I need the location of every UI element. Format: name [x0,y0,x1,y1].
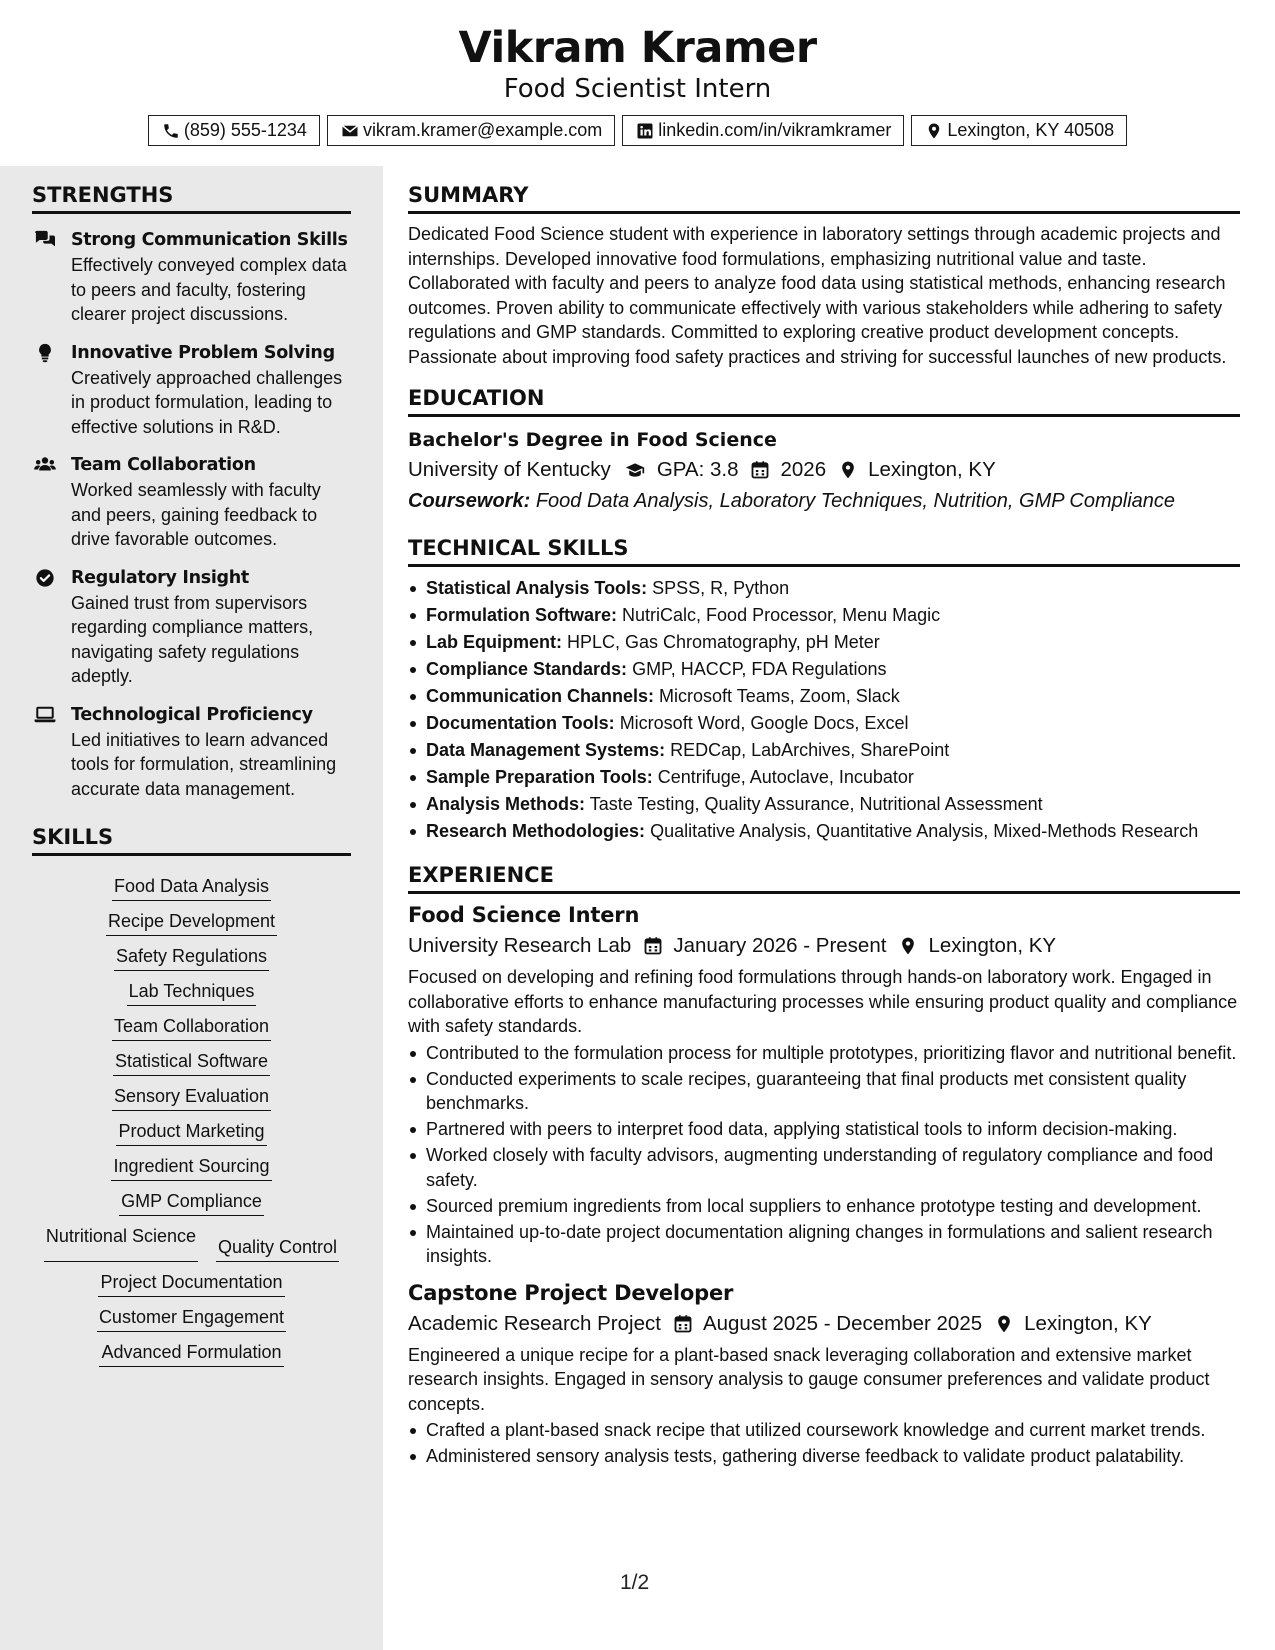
job-org: Academic Research Project [408,1311,661,1335]
strength-item [32,341,351,440]
laptop-icon [34,705,56,725]
skill-tag: Statistical Software [113,1049,270,1076]
job-bullet: Crafted a plant-based snack recipe that utilized coursework knowledge and current market trends. [408,1418,1240,1443]
job-bullet: Contributed to the formulation process for multiple prototypes, prioritizing flavor and nutritional benefit. [408,1041,1240,1066]
strength-name: Innovative Problem Solving [71,342,335,363]
job-bullet: Sourced premium ingredients from local suppliers to enhance prototype testing and development. [408,1194,1240,1219]
contact-linkedin-text: linkedin.com/in/vikramkramer [658,120,892,140]
strength-desc: Creatively approached challenges in product formulation, leading to effective solutions in R&D. [71,367,343,437]
job-bullets [408,1041,1240,1269]
job-dates: January 2026 - Present [673,934,887,957]
education-year: 2026 [780,458,827,481]
skill-tag: Safety Regulations [114,944,269,971]
job-bullet: Worked closely with faculty advisors, augmenting understanding of regulatory compliance and food safety. [408,1143,1240,1192]
job-meta [408,931,1240,961]
technical-skill-item: Data Management Systems: REDCap, LabArchives, SharePoint [408,737,1240,764]
job-bullet: Conducted experiments to scale recipes, guaranteeing that final products met consistent quality benchmarks. [408,1067,1240,1116]
strength-desc: Gained trust from supervisors regarding compliance matters, navigating safety regulations adeptly. [71,592,314,686]
strength-name: Technological Proficiency [71,704,313,725]
sidebar [0,166,383,1650]
job-location: Lexington, KY [1024,1311,1152,1335]
job-bullet: Administered sensory analysis tests, gathering diverse feedback to validate product palatability. [408,1444,1240,1469]
page-number: 1/2 [620,1571,650,1594]
contact-location-text: Lexington, KY 40508 [947,120,1115,140]
strength-name: Strong Communication Skills [71,230,348,250]
technical-skills-list [408,575,1240,845]
users-icon [34,455,56,475]
lightbulb-icon [34,343,56,363]
job-entry [408,1279,1240,1469]
job-bullets [408,1418,1240,1469]
job-dates: August 2025 - December 2025 [702,1311,983,1335]
envelope-icon [340,121,360,141]
skills-list [32,866,351,1367]
check-circle-icon [34,568,56,588]
skill-tag: Nutritional Science [44,1224,198,1262]
skill-tag: Sensory Evaluation [112,1084,271,1111]
contact-bar [0,115,1275,146]
education-degree: Bachelor's Degree in Food Science [408,429,777,451]
job-bullet: Partnered with peers to interpret food data, applying statistical tools to inform decision-making. [408,1117,1240,1142]
education-gpa: GPA: 3.8 [656,458,739,481]
map-pin-icon [924,121,944,141]
strength-name: Team Collaboration [71,455,256,475]
contact-email[interactable] [327,115,615,146]
map-pin-icon [994,1314,1014,1334]
technical-skill-item: Sample Preparation Tools: Centrifuge, Autoclave, Incubator [408,764,1240,791]
linkedin-icon [635,121,655,141]
skill-tag: Project Documentation [98,1270,284,1297]
contact-phone[interactable] [148,115,320,146]
job-bullet: Maintained up-to-date project documentation aligning changes in formulations and salient research insights. [408,1220,1240,1269]
map-pin-icon [838,460,858,480]
skill-tag: Food Data Analysis [112,874,271,901]
job-meta [408,1309,1240,1339]
technical-skill-item: Documentation Tools: Microsoft Word, Google Docs, Excel [408,710,1240,737]
skill-tag: Customer Engagement [97,1305,286,1332]
education-location: Lexington, KY [868,458,996,481]
map-pin-icon [898,936,918,956]
strength-desc: Worked seamlessly with faculty and peers, gaining feedback to drive favorable outcomes. [71,480,321,549]
resume-header [0,0,1275,166]
skill-tag: Ingredient Sourcing [111,1154,271,1181]
skill-tag: Product Marketing [116,1119,266,1146]
experience-heading: EXPERIENCE [408,863,1240,894]
contact-phone-text: (859) 555-1234 [183,120,307,140]
strength-item [32,453,351,552]
main-content [408,166,1240,1470]
graduation-cap-icon [623,460,647,480]
contact-email-text: vikram.kramer@example.com [362,120,603,140]
skill-tag: Recipe Development [106,909,277,936]
strength-item [32,566,351,689]
technical-skill-item: Analysis Methods: Taste Testing, Quality Assurance, Nutritional Assessment [408,791,1240,818]
technical-skill-item: Research Methodologies: Qualitative Analysis, Quantitative Analysis, Mixed-Methods Research [408,818,1240,845]
job-description: Focused on developing and refining food formulations through hands-on laboratory work. Engaged in collaborative efforts to enhance manufacturing processes while ensuring product quality and compliance with safety standards. [408,967,1238,1036]
technical-skill-item: Compliance Standards: GMP, HACCP, FDA Regulations [408,656,1240,683]
job-title: Capstone Project Developer [408,1280,734,1305]
phone-icon [161,121,181,141]
contact-linkedin[interactable] [622,115,904,146]
summary-heading: SUMMARY [408,183,1240,214]
strength-item [32,228,351,327]
job-title: Food Science Intern [408,903,640,927]
education-meta [408,455,1240,485]
strength-name: Regulatory Insight [71,567,249,588]
job-org: University Research Lab [408,934,632,957]
technical-skills-heading: TECHNICAL SKILLS [408,536,1240,567]
technical-skill-item: Statistical Analysis Tools: SPSS, R, Python [408,575,1240,602]
skill-tag: Team Collaboration [112,1014,271,1041]
comments-icon [34,230,56,250]
skills-heading: SKILLS [32,825,351,856]
strength-item [32,703,351,802]
summary-text: Dedicated Food Science student with experience in laboratory settings through academic projects and internships. Developed innovative food formulations, emphasizing nutritional value and taste. Collaborated with faculty and peers to analyze food data using statistical methods, enhancing research outcomes. Proven ability to communicate effectively with various stakeholders while adhering to safety regulations and GMP standards. Committed to exploring creative product development concepts. Passionate about improving food safety practices and striving for successful launches of new products. [408,224,1227,367]
candidate-name: Vikram Kramer [458,23,817,73]
job-entry [408,901,1240,1269]
technical-skill-item: Lab Equipment: HPLC, Gas Chromatography, pH Meter [408,629,1240,656]
technical-skill-item: Communication Channels: Microsoft Teams, Zoom, Slack [408,683,1240,710]
coursework-label: Coursework: [408,490,531,512]
calendar-icon [643,936,663,956]
skill-tag: Quality Control [216,1235,339,1262]
contact-location[interactable] [911,115,1127,146]
education-heading: EDUCATION [408,386,1240,417]
strengths-heading: STRENGTHS [32,183,351,214]
coursework-list: Food Data Analysis, Laboratory Techniques, Nutrition, GMP Compliance [535,490,1176,512]
skill-tag: Lab Techniques [127,979,257,1006]
job-description: Engineered a unique recipe for a plant-based snack leveraging collaboration and extensive market research insights. Engaged in sensory analysis to gauge consumer preferences and validate product concepts. [408,1344,1210,1414]
job-location: Lexington, KY [928,934,1057,957]
skill-tag: Advanced Formulation [99,1340,283,1367]
technical-skill-item: Formulation Software: NutriCalc, Food Processor, Menu Magic [408,602,1240,629]
education-school: University of Kentucky [408,458,611,481]
calendar-icon [750,460,770,480]
candidate-title: Food Scientist Intern [503,74,772,104]
skill-tag: GMP Compliance [119,1189,264,1216]
calendar-icon [673,1314,693,1334]
strength-desc: Effectively conveyed complex data to peers and faculty, fostering clearer project discussions. [71,255,347,324]
education-coursework [408,486,1240,516]
strength-desc: Led initiatives to learn advanced tools for formulation, streamlining accurate data management. [71,729,337,799]
